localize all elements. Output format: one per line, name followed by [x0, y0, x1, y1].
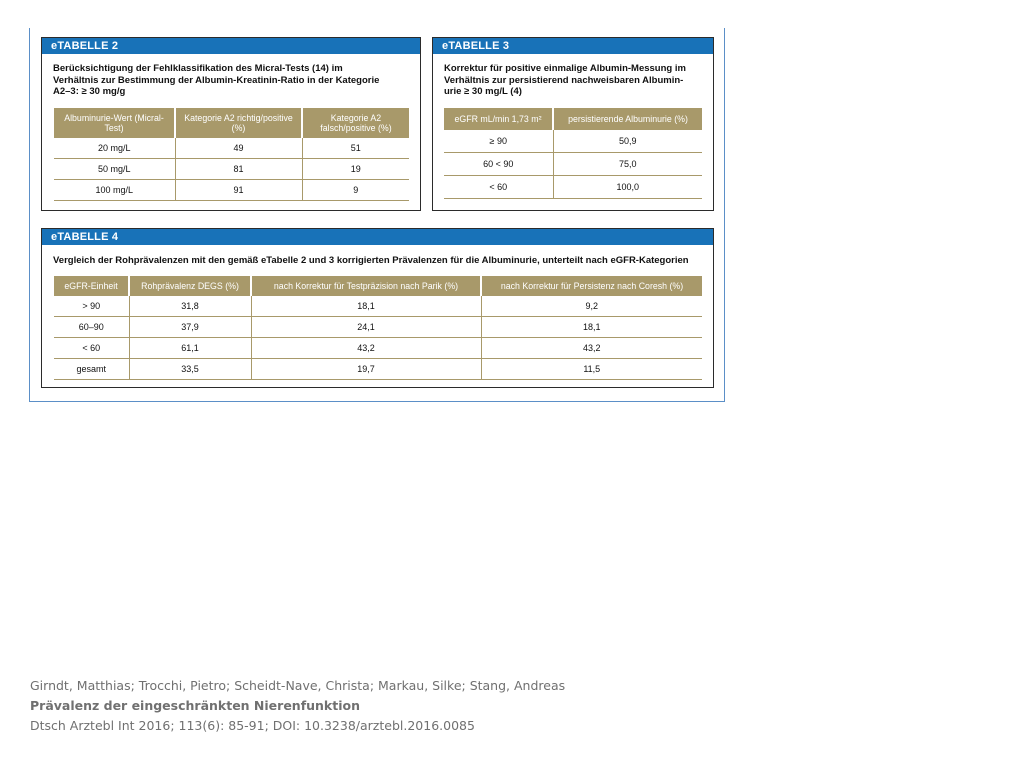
citation-title: Prävalenz der eingeschränkten Nierenfunktion	[30, 698, 360, 713]
etabelle-4-table	[54, 276, 702, 380]
table-cell: 20 mg/L	[54, 138, 175, 159]
table-cell: 43,2	[481, 338, 702, 359]
etabelle-3-title: Korrektur für positive einmalige Albumin-Messung im Verhältnis zur persistierend nachweisbaren Albumin-urie ≥ 30 mg/L (4)	[444, 63, 686, 97]
table-row	[54, 317, 702, 338]
table-cell: 81	[175, 159, 302, 180]
table-cell: 60 < 90	[444, 153, 553, 176]
table-cell: 33,5	[129, 359, 251, 380]
citation-source: Dtsch Arztebl Int 2016; 113(6): 85-91; DOI: 10.3238/arztebl.2016.0085	[30, 718, 475, 733]
etabelle-2-header: Albuminurie-Wert (Micral-Test)	[54, 108, 175, 138]
etabelle-3-panel	[432, 37, 714, 211]
table-cell: 100,0	[553, 176, 702, 199]
table-cell: > 90	[54, 296, 129, 317]
table-cell: 19	[302, 159, 409, 180]
etabelle-4-header: nach Korrektur für Persistenz nach Coresh (%)	[481, 276, 702, 296]
table-cell: 37,9	[129, 317, 251, 338]
table-cell: 50 mg/L	[54, 159, 175, 180]
table-row	[54, 159, 409, 180]
etabelle-3-label: eTABELLE 3	[433, 38, 713, 54]
table-cell: 100 mg/L	[54, 180, 175, 201]
table-cell: 31,8	[129, 296, 251, 317]
table-cell: 51	[302, 138, 409, 159]
table-cell: 61,1	[129, 338, 251, 359]
table-cell: 43,2	[251, 338, 481, 359]
table-cell: 24,1	[251, 317, 481, 338]
etabelle-4-panel	[41, 228, 714, 388]
etabelle-4-header: eGFR-Einheit	[54, 276, 129, 296]
etabelle-2-label: eTABELLE 2	[42, 38, 420, 54]
table-cell: 75,0	[553, 153, 702, 176]
etabelle-2-table	[54, 108, 409, 201]
table-row	[54, 138, 409, 159]
etabelle-3-table	[444, 108, 702, 199]
table-row	[444, 153, 702, 176]
table-cell: 18,1	[251, 296, 481, 317]
table-cell: 11,5	[481, 359, 702, 380]
table-cell: gesamt	[54, 359, 129, 380]
table-cell: ≥ 90	[444, 130, 553, 153]
table-row	[54, 359, 702, 380]
table-cell: 19,7	[251, 359, 481, 380]
etabelle-4-header: Rohprävalenz DEGS (%)	[129, 276, 251, 296]
etabelle-2-title: Berücksichtigung der Fehlklassifikation des Micral-Tests (14) im Verhältnis zur Bestimmung der Albumin-Kreatinin-Ratio in der Kategorie A2–3: ≥ 30 mg/g	[53, 63, 380, 97]
table-cell: 9	[302, 180, 409, 201]
table-cell: 50,9	[553, 130, 702, 153]
etabelle-3-header: persistierende Albuminurie (%)	[553, 108, 702, 130]
table-row	[444, 176, 702, 199]
table-row	[54, 338, 702, 359]
etabelle-2-panel	[41, 37, 421, 211]
table-cell: 18,1	[481, 317, 702, 338]
etabelle-2-header: Kategorie A2 falsch/positive (%)	[302, 108, 409, 138]
etabelle-4-header: nach Korrektur für Testpräzision nach Parik (%)	[251, 276, 481, 296]
etabelle-4-title: Vergleich der Rohprävalenzen mit den gemäß eTabelle 2 und 3 korrigierten Prävalenzen für die Albuminurie, unterteilt nach eGFR-Kategorien	[53, 255, 689, 266]
table-cell: 49	[175, 138, 302, 159]
etabelle-4-label: eTABELLE 4	[42, 229, 713, 245]
table-cell: 60–90	[54, 317, 129, 338]
table-cell: 91	[175, 180, 302, 201]
table-row	[444, 130, 702, 153]
etabelle-2-header: Kategorie A2 richtig/positive (%)	[175, 108, 302, 138]
table-cell: 9,2	[481, 296, 702, 317]
table-cell: < 60	[54, 338, 129, 359]
etabelle-3-header: eGFR mL/min 1,73 m²	[444, 108, 553, 130]
table-row	[54, 296, 702, 317]
table-row	[54, 180, 409, 201]
table-cell: < 60	[444, 176, 553, 199]
citation-authors: Girndt, Matthias; Trocchi, Pietro; Scheidt-Nave, Christa; Markau, Silke; Stang, Andreas	[30, 678, 566, 693]
